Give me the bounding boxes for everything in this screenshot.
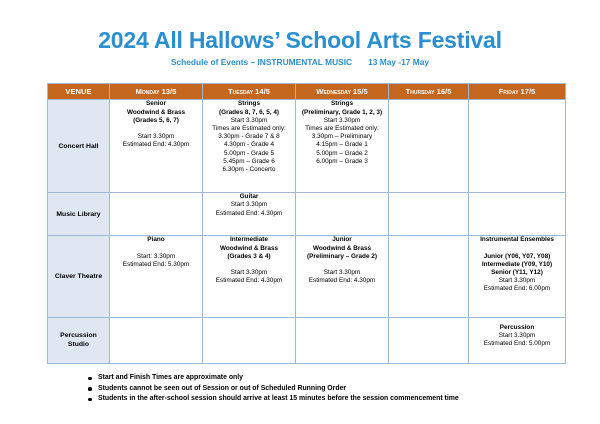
ensemble-senior: Senior (Y11, Y12) xyxy=(491,268,543,276)
event-subtitle: Woodwind & Brass xyxy=(126,108,186,116)
concert-hall-tuesday xyxy=(203,100,296,193)
event-end: Estimated End: 6.00pm xyxy=(483,285,551,293)
event-grades: (Preliminary – Grade 2) xyxy=(307,252,377,260)
claver-theatre-thursday xyxy=(389,236,469,317)
event-estimate-note: Times are Estimated only: xyxy=(212,125,286,133)
event-title: Strings xyxy=(237,100,260,108)
event-end: Estimated End: 4.30pm xyxy=(308,277,376,285)
venue-claver-theatre: Claver Theatre xyxy=(48,236,110,317)
event-start: Start 3.30pm xyxy=(230,116,268,124)
claver-theatre-friday xyxy=(469,236,566,317)
percussion-studio-friday xyxy=(469,317,566,363)
ensemble-junior: Junior (Y06, Y07, Y08) xyxy=(483,252,551,260)
subtitle-text: Schedule of Events – INSTRUMENTAL MUSIC xyxy=(170,57,353,67)
event-title: Percussion xyxy=(499,323,535,331)
event-time: 3.30pm – Preliminary xyxy=(311,133,373,141)
concert-hall-monday xyxy=(110,100,203,193)
row-concert-hall xyxy=(48,100,566,193)
event-time: 4.30pm - Grade 4 xyxy=(223,141,275,149)
event-title: Junior xyxy=(332,236,352,244)
concert-hall-thursday xyxy=(389,100,469,193)
venue-music-library: Music Library xyxy=(48,193,110,236)
event-grades: (Grades 3 & 4) xyxy=(227,252,271,260)
event-end: Estimated End: 5.30pm xyxy=(122,260,190,268)
date-range: 13 May -17 May xyxy=(368,57,430,67)
percussion-studio-tuesday xyxy=(203,317,296,363)
note-item: Start and Finish Times are approximate only xyxy=(88,373,459,384)
event-start: Start 3.30pm xyxy=(137,133,175,141)
event-grades: (Preliminary, Grade 1, 2, 3) xyxy=(301,108,383,116)
header-friday: Friday 17/5 xyxy=(469,84,566,100)
event-title: Intermediate xyxy=(229,236,268,244)
header-venue: VENUE xyxy=(48,84,110,100)
note-item: Students in the after-school session should arrive at least 15 minutes before the session commencement time xyxy=(88,394,459,405)
page-title: 2024 All Hallows’ School Arts Festival xyxy=(98,27,502,53)
event-time: 3.30pm - Grade 7 & 8 xyxy=(218,133,280,141)
schedule-table xyxy=(47,83,566,364)
note-item: Students cannot be seen out of Session or out of Scheduled Running Order xyxy=(88,384,459,395)
event-time: 6.00pm – Grade 3 xyxy=(316,157,368,165)
music-library-monday xyxy=(110,193,203,236)
ensemble-intermediate: Intermediate (Y09, Y10) xyxy=(481,260,553,268)
event-time: 5.00pm – Grade 2 xyxy=(316,149,368,157)
event-grades: (Grades 8, 7, 6, 5, 4) xyxy=(218,108,280,116)
event-end: Estimated End: 4.30pm xyxy=(122,141,190,149)
event-end: Estimated End: 4.30pm xyxy=(215,209,283,217)
music-library-tuesday xyxy=(203,193,296,236)
percussion-studio-monday xyxy=(110,317,203,363)
event-title: Instrumental Ensembles xyxy=(480,236,554,244)
event-subtitle: Woodwind & Brass xyxy=(219,244,279,252)
notes-list xyxy=(88,373,459,405)
percussion-studio-thursday xyxy=(389,317,469,363)
music-library-thursday xyxy=(389,193,469,236)
event-estimate-note: Times are Estimated only: xyxy=(305,125,379,133)
row-percussion-studio xyxy=(48,317,566,363)
event-time: 4.15pm – Grade 1 xyxy=(316,141,368,149)
event-start: Start 3.30pm xyxy=(323,116,361,124)
event-start: Start 3.30pm xyxy=(230,201,268,209)
event-title: Senior xyxy=(146,100,166,108)
event-grades: (Grades 5, 6, 7) xyxy=(133,116,179,124)
event-title: Guitar xyxy=(239,193,259,201)
event-start: Start 3.30pm xyxy=(323,268,361,276)
event-start: Start: 3.30pm xyxy=(136,252,176,260)
event-start: Start 3.30pm xyxy=(498,277,536,285)
page-subtitle xyxy=(0,57,600,67)
header-monday: Monday 13/5 xyxy=(110,84,203,100)
claver-theatre-monday xyxy=(110,236,203,317)
event-time: 6.30pm - Concerto xyxy=(222,166,276,174)
event-start: Start 3.30pm xyxy=(230,268,268,276)
header-row xyxy=(48,84,566,100)
event-end: Estimated End: 5.00pm xyxy=(483,340,551,348)
header-wednesday: Wednesday 15/5 xyxy=(296,84,389,100)
row-claver-theatre xyxy=(48,236,566,317)
claver-theatre-tuesday xyxy=(203,236,296,317)
event-title: Strings xyxy=(330,100,353,108)
percussion-studio-wednesday xyxy=(296,317,389,363)
event-time: 5.00pm - Grade 5 xyxy=(223,149,275,157)
event-subtitle: Woodwind & Brass xyxy=(312,244,372,252)
header-thursday: Thursday 16/5 xyxy=(389,84,469,100)
venue-percussion-studio xyxy=(48,317,110,363)
venue-percussion-label: Percussion Studio xyxy=(60,332,97,349)
header-tuesday: Tuesday 14/5 xyxy=(203,84,296,100)
music-library-friday xyxy=(469,193,566,236)
claver-theatre-wednesday xyxy=(296,236,389,317)
event-title: Piano xyxy=(147,236,165,244)
row-music-library xyxy=(48,193,566,236)
event-end: Estimated End: 4.30pm xyxy=(215,277,283,285)
music-library-wednesday xyxy=(296,193,389,236)
event-time: 5.45pm – Grade 6 xyxy=(223,157,275,165)
concert-hall-friday xyxy=(469,100,566,193)
venue-concert-hall: Concert Hall xyxy=(48,100,110,193)
event-start: Start 3.30pm xyxy=(498,331,536,339)
concert-hall-wednesday xyxy=(296,100,389,193)
